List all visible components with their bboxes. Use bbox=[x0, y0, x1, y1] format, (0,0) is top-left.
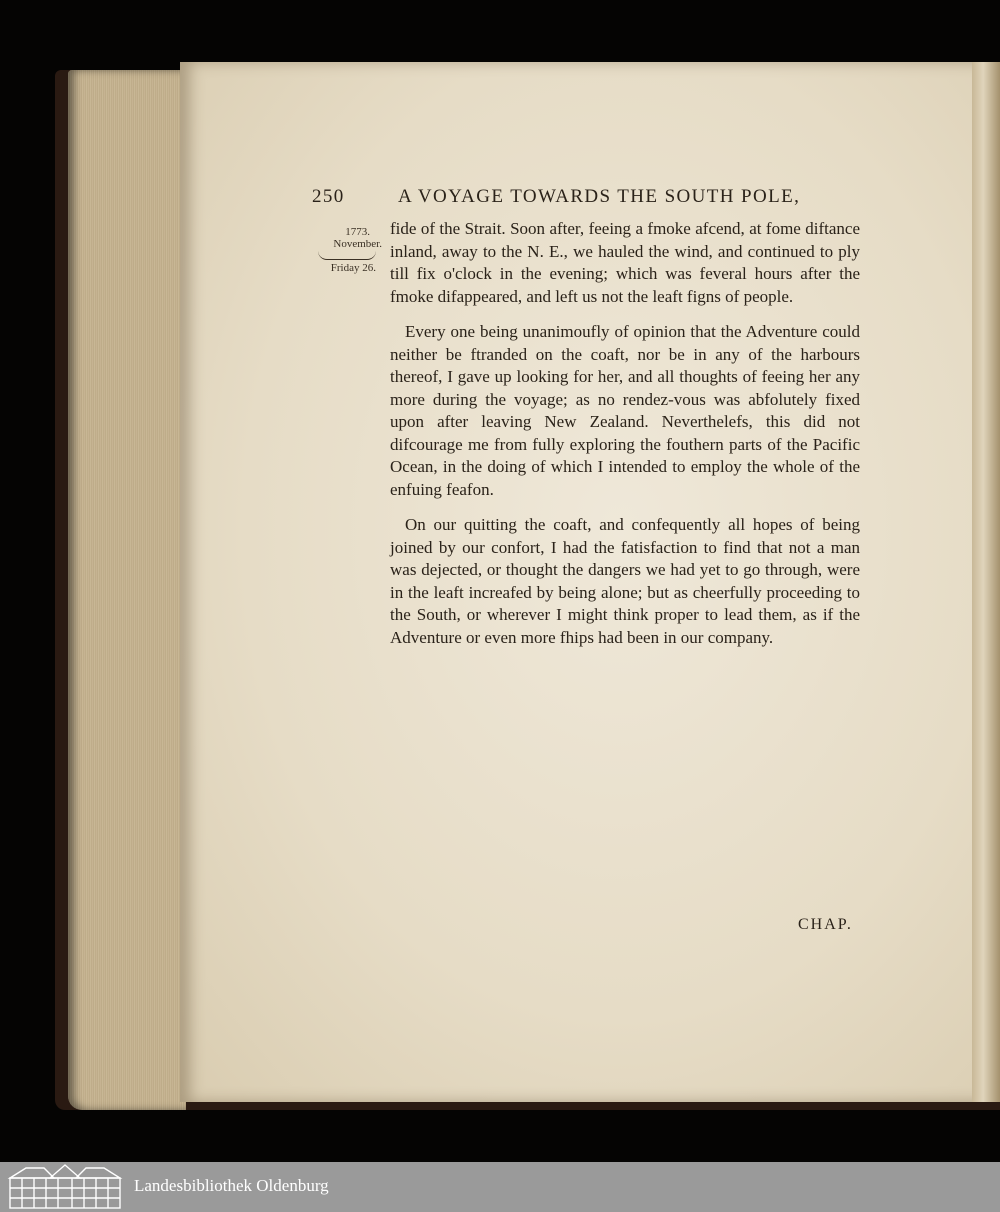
brace-icon bbox=[318, 251, 376, 260]
page-stack-edge bbox=[68, 70, 186, 1110]
body-text bbox=[390, 218, 860, 649]
running-title: A VOYAGE TOWARDS THE SOUTH POLE, bbox=[398, 186, 801, 207]
library-footer-bar bbox=[0, 1162, 1000, 1212]
library-building-icon bbox=[6, 1164, 124, 1210]
library-name: Landesbibliothek Oldenburg bbox=[134, 1176, 329, 1195]
catchword: CHAP. bbox=[798, 916, 853, 933]
margin-date-note bbox=[300, 226, 382, 274]
margin-year: 1773. bbox=[345, 226, 370, 238]
paragraph-3: On our quitting the coaft, and confequently all hopes of being joined by our confort, I had the fatisfaction to find that not a man was dejected, or thought the dangers we had yet to go through, were in the leaft increafed by being alone; but as cheerfully proceeding to the South, or wherever I might think proper to lead them, as if the Adventure or even more fhips had been in our company. bbox=[390, 515, 860, 647]
paragraph-1: fide of the Strait. Soon after, feeing a fmoke afcend, at fome diftance inland, away to the N. E., we hauled the wind, and continued to ply till fix o'clock in the evening; which was feveral hours after the fmoke difappeared, and left us not the leaft figns of people. bbox=[390, 219, 860, 306]
margin-day: Friday 26. bbox=[330, 262, 376, 274]
page-number: 250 bbox=[312, 186, 345, 207]
paragraph-2: Every one being unanimoufly of opinion that the Adventure could neither be ftranded on the coaft, nor be in any of the harbours thereof, I gave up looking for her, and all thoughts of feeing her any more during the voyage; as no rendez-vous was abfolutely fixed upon after leaving New Zealand. Neverthelefs, this did not difcourage me from fully exploring the fouthern parts of the Pacific Ocean, in the doing of which I intended to employ the whole of the enfuing feafon. bbox=[390, 322, 860, 499]
facing-page-edge bbox=[972, 62, 1000, 1102]
margin-month: November. bbox=[333, 238, 382, 250]
running-head bbox=[312, 186, 872, 214]
